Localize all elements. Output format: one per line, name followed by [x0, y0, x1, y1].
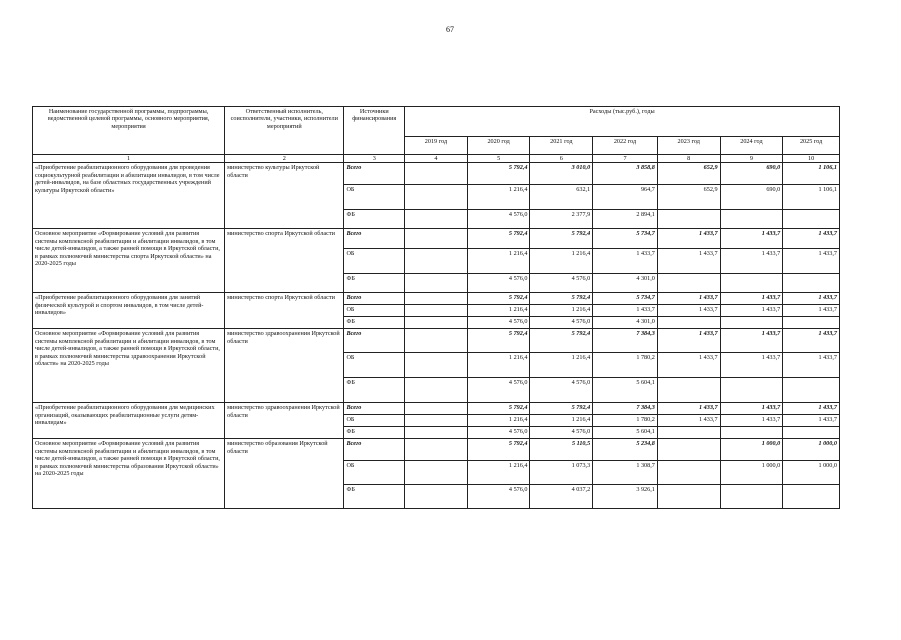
- responsible-executor: министерство здравоохранения Иркутской области: [225, 403, 344, 439]
- expense-value: 7 384,3: [593, 403, 658, 415]
- program-name: «Приобретение реабилитационного оборудования для проведения социокультурной реабилитации и абилитации инвалидов, в том числе детей-инвалидов, на базе областных государственных учреждений культуры Иркутской области»: [33, 163, 225, 229]
- expense-value: 1 308,7: [593, 461, 658, 485]
- expense-value: 1 433,7: [720, 249, 783, 274]
- expense-value: 1 433,7: [720, 293, 783, 305]
- expense-value: 5 792,4: [467, 329, 530, 353]
- expense-value: [657, 210, 720, 229]
- expense-value: 4 576,0: [467, 378, 530, 403]
- expense-value: 690,0: [720, 163, 783, 185]
- expense-value: 1 433,7: [657, 353, 720, 378]
- funding-source: ФБ: [344, 485, 405, 509]
- header-responsible: Ответственный исполнитель, соисполнители, участники, исполнители мероприятий: [225, 107, 344, 155]
- expense-value: 1 216,4: [467, 249, 530, 274]
- program-name: «Приобретение реабилитационного оборудования для медицинских организаций, оказывающих реабилитационные услуги детям-инвалидам»: [33, 403, 225, 439]
- expense-value: 964,7: [593, 185, 658, 210]
- expense-value: 1 433,7: [720, 229, 783, 249]
- expense-value: [720, 485, 783, 509]
- expense-value: 5 234,8: [593, 439, 658, 461]
- table-row: [33, 293, 840, 305]
- expense-value: [657, 274, 720, 293]
- expense-value: 5 792,4: [467, 439, 530, 461]
- table-row: [33, 403, 840, 415]
- funding-source: ОБ: [344, 415, 405, 427]
- column-number: 9: [720, 155, 783, 163]
- expense-value: [405, 249, 468, 274]
- expense-value: 5 110,5: [530, 439, 593, 461]
- expense-value: [720, 378, 783, 403]
- expense-value: 5 792,4: [467, 403, 530, 415]
- expense-value: [405, 415, 468, 427]
- expense-value: 1 433,7: [593, 249, 658, 274]
- header-program-name: Наименование государственной программы, подпрограммы, ведомственной целевой программы, основного мероприятия, мероприятия: [33, 107, 225, 155]
- expense-value: [405, 378, 468, 403]
- expense-value: 1 433,7: [657, 415, 720, 427]
- expense-value: [657, 317, 720, 329]
- expense-value: 1 216,4: [467, 305, 530, 317]
- expense-value: [783, 378, 840, 403]
- expense-value: 690,0: [720, 185, 783, 210]
- expense-value: 1 433,7: [720, 415, 783, 427]
- expense-value: [405, 210, 468, 229]
- expense-value: [405, 293, 468, 305]
- expense-value: [720, 427, 783, 439]
- expense-value: 4 576,0: [530, 427, 593, 439]
- expense-value: 1 433,7: [720, 353, 783, 378]
- responsible-executor: министерство спорта Иркутской области: [225, 229, 344, 293]
- expense-value: [405, 163, 468, 185]
- table-row: [33, 439, 840, 461]
- expense-value: 1 433,7: [783, 229, 840, 249]
- funding-source: Всего: [344, 329, 405, 353]
- expense-value: 1 216,4: [467, 461, 530, 485]
- expense-value: 1 433,7: [657, 403, 720, 415]
- expense-value: 652,9: [657, 163, 720, 185]
- expense-value: 4 576,0: [467, 274, 530, 293]
- program-name: «Приобретение реабилитационного оборудования для занятий физической культурой и спортом инвалидов, в том числе детей-инвалидов»: [33, 293, 225, 329]
- expense-value: 1 216,4: [467, 185, 530, 210]
- expense-value: [405, 353, 468, 378]
- expense-value: 1 433,7: [720, 305, 783, 317]
- expense-value: 4 576,0: [530, 317, 593, 329]
- expense-value: 1 216,4: [467, 415, 530, 427]
- expense-value: 4 301,0: [593, 274, 658, 293]
- expense-value: 1 433,7: [783, 353, 840, 378]
- expense-value: [657, 439, 720, 461]
- expense-value: [405, 461, 468, 485]
- expense-value: 1 106,1: [783, 163, 840, 185]
- expense-value: 1 000,0: [783, 461, 840, 485]
- expense-value: 652,9: [657, 185, 720, 210]
- header-funding-source: Источники финансирования: [344, 107, 405, 155]
- expense-value: [405, 185, 468, 210]
- expense-value: 1 780,2: [593, 415, 658, 427]
- expense-value: [405, 317, 468, 329]
- expense-value: 1 000,0: [783, 439, 840, 461]
- expense-value: 1 433,7: [783, 329, 840, 353]
- expense-value: [783, 485, 840, 509]
- expense-value: 3 010,0: [530, 163, 593, 185]
- expense-value: 1 433,7: [657, 293, 720, 305]
- funding-source: ОБ: [344, 249, 405, 274]
- expense-value: 1 780,2: [593, 353, 658, 378]
- expense-value: 5 792,4: [530, 329, 593, 353]
- program-name: Основное мероприятие «Формирование условий для развития системы комплексной реабилитации и абилитации инвалидов, в том числе детей-инвалидов, а также ранней помощи в Иркутской области, в рамках полномочий министерства спорта Иркутской области» на 2020-2025 годы: [33, 229, 225, 293]
- header-year: 2020 год: [467, 137, 530, 155]
- funding-source: ФБ: [344, 210, 405, 229]
- expense-value: 1 106,1: [783, 185, 840, 210]
- column-number: 8: [657, 155, 720, 163]
- column-number: 2: [225, 155, 344, 163]
- expense-value: [405, 329, 468, 353]
- funding-source: ОБ: [344, 305, 405, 317]
- expense-value: 5 792,4: [467, 163, 530, 185]
- expense-value: [720, 317, 783, 329]
- expense-value: 2 377,9: [530, 210, 593, 229]
- program-name: Основное мероприятие «Формирование условий для развития системы комплексной реабилитации и абилитации инвалидов, в том числе детей-инвалидов, а также ранней помощи в Иркутской области, в рамках полномочий министерства здравоохранения Иркутской области» на 2020-2025 годы: [33, 329, 225, 403]
- expense-value: [405, 305, 468, 317]
- expense-value: 5 734,7: [593, 293, 658, 305]
- expense-value: 3 858,8: [593, 163, 658, 185]
- expense-value: [657, 485, 720, 509]
- expense-value: 4 576,0: [467, 317, 530, 329]
- expense-value: 1 433,7: [783, 403, 840, 415]
- expense-value: [783, 427, 840, 439]
- page-number: 67: [446, 25, 454, 34]
- header-year: 2023 год: [657, 137, 720, 155]
- table-row: [33, 163, 840, 185]
- expense-value: [405, 403, 468, 415]
- funding-source: Всего: [344, 439, 405, 461]
- expense-value: 1 216,4: [530, 249, 593, 274]
- expense-value: 1 216,4: [530, 305, 593, 317]
- header-expenses: Расходы (тыс.руб.), годы: [405, 107, 840, 137]
- responsible-executor: министерство культуры Иркутской области: [225, 163, 344, 229]
- expense-value: [657, 461, 720, 485]
- expense-value: 1 000,0: [720, 461, 783, 485]
- expense-value: [657, 427, 720, 439]
- expense-value: 4 576,0: [530, 378, 593, 403]
- responsible-executor: министерство образования Иркутской области: [225, 439, 344, 509]
- funding-source: ФБ: [344, 274, 405, 293]
- expense-value: 5 734,7: [593, 229, 658, 249]
- expense-value: 1 433,7: [783, 305, 840, 317]
- expense-value: 7 384,3: [593, 329, 658, 353]
- expense-value: 4 576,0: [530, 274, 593, 293]
- table-row: [33, 329, 840, 353]
- expenditure-table: [32, 106, 840, 509]
- expense-value: 1 433,7: [657, 305, 720, 317]
- program-name: Основное мероприятие «Формирование условий для развития системы комплексной реабилитации и абилитации инвалидов, в том числе детей-инвалидов, а также ранней помощи в Иркутской области, в рамках полномочий министерства образования Иркутской области» на 2020-2025 годы: [33, 439, 225, 509]
- funding-source: ФБ: [344, 317, 405, 329]
- column-number: 3: [344, 155, 405, 163]
- funding-source: Всего: [344, 403, 405, 415]
- expense-value: [720, 210, 783, 229]
- funding-source: ОБ: [344, 353, 405, 378]
- expense-value: 1 216,4: [467, 353, 530, 378]
- expense-value: 4 037,2: [530, 485, 593, 509]
- funding-source: ФБ: [344, 378, 405, 403]
- column-number: 4: [405, 155, 468, 163]
- header-year: 2025 год: [783, 137, 840, 155]
- column-number: 5: [467, 155, 530, 163]
- funding-source: ОБ: [344, 185, 405, 210]
- funding-source: Всего: [344, 229, 405, 249]
- column-number: 7: [593, 155, 658, 163]
- expense-value: 5 792,4: [530, 403, 593, 415]
- expense-value: 4 301,0: [593, 317, 658, 329]
- expense-value: [657, 378, 720, 403]
- funding-source: ФБ: [344, 427, 405, 439]
- expense-value: 1 433,7: [720, 329, 783, 353]
- header-year: 2019 год: [405, 137, 468, 155]
- header-year: 2021 год: [530, 137, 593, 155]
- funding-source: Всего: [344, 163, 405, 185]
- expense-value: 1 216,4: [530, 415, 593, 427]
- expense-value: 1 433,7: [783, 293, 840, 305]
- expense-value: 5 792,4: [467, 293, 530, 305]
- expense-value: 5 792,4: [467, 229, 530, 249]
- expense-value: 5 792,4: [530, 229, 593, 249]
- expense-value: 1 433,7: [657, 229, 720, 249]
- expense-value: 5 792,4: [530, 293, 593, 305]
- expense-value: [783, 210, 840, 229]
- expense-value: [783, 317, 840, 329]
- expense-value: 4 576,0: [467, 485, 530, 509]
- expense-value: 1 433,7: [657, 249, 720, 274]
- expense-value: [720, 274, 783, 293]
- expense-value: 632,1: [530, 185, 593, 210]
- expense-value: 5 604,1: [593, 427, 658, 439]
- expense-value: 1 216,4: [530, 353, 593, 378]
- expense-value: 1 433,7: [783, 249, 840, 274]
- header-year: 2022 год: [593, 137, 658, 155]
- expense-value: 1 073,3: [530, 461, 593, 485]
- expense-value: 1 433,7: [783, 415, 840, 427]
- expense-value: 1 433,7: [593, 305, 658, 317]
- responsible-executor: министерство спорта Иркутской области: [225, 293, 344, 329]
- header-year: 2024 год: [720, 137, 783, 155]
- expense-value: [405, 229, 468, 249]
- expense-value: 5 604,1: [593, 378, 658, 403]
- expense-value: 4 576,0: [467, 427, 530, 439]
- expense-value: 1 433,7: [657, 329, 720, 353]
- column-number: 6: [530, 155, 593, 163]
- expense-value: [405, 439, 468, 461]
- expense-value: 2 894,1: [593, 210, 658, 229]
- responsible-executor: министерство здравоохранения Иркутской области: [225, 329, 344, 403]
- funding-source: ОБ: [344, 461, 405, 485]
- expense-value: 1 433,7: [720, 403, 783, 415]
- expense-value: [405, 485, 468, 509]
- expense-value: [405, 427, 468, 439]
- expense-value: 3 926,1: [593, 485, 658, 509]
- expense-value: [405, 274, 468, 293]
- expense-value: 1 000,0: [720, 439, 783, 461]
- column-number: 10: [783, 155, 840, 163]
- funding-source: Всего: [344, 293, 405, 305]
- expense-value: [783, 274, 840, 293]
- expense-value: 4 576,0: [467, 210, 530, 229]
- table-row: [33, 229, 840, 249]
- column-number: 1: [33, 155, 225, 163]
